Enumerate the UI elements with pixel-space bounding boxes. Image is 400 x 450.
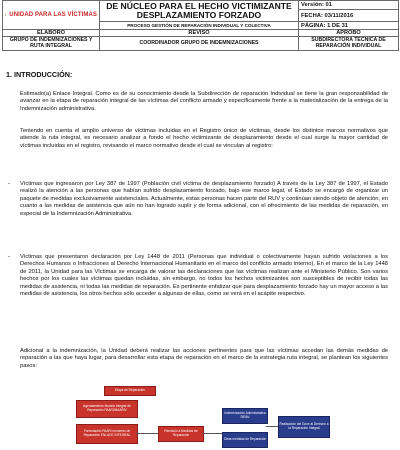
logo-cell — [3, 1, 100, 30]
reviso-label: REVISÓ — [100, 30, 299, 37]
diagram-arrow — [136, 433, 158, 434]
diagram-box-agendamiento: Agendamiento Modelo integral de Reparación PAARI/MAARIV — [76, 400, 138, 418]
diagram-box-goce: Realización del Goce al Derecho a la Reparación Integral — [278, 416, 330, 438]
repair-process-diagram — [66, 386, 334, 450]
diagram-box-etapa: Etapa de Reparación — [104, 386, 156, 396]
diagram-box-indemnizacion: Indemnización Administrativa SIRAV — [222, 408, 268, 424]
elaboro-value: GRUPO DE INDEMNIZACIONES Y RUTA INTEGRAL — [3, 37, 100, 51]
diagram-box-remision: Remisión a Medidas de Reparación — [158, 426, 204, 442]
date-cell: FECHA: 03/11/2016 — [299, 10, 399, 22]
paragraph-additional: Adicional a la indemnización, la Unidad deberá realizar las acciones pertinentes para que las víctimas accedan las demás medidas de reparación a las que haya lugar, para desarrollar esta etapa de reparación en el marco de la estrategia ruta integral, se plantean los siguientes pasos: — [20, 348, 388, 369]
elaboro-label: ELABORÓ — [3, 30, 100, 37]
aprobo-label: APROBÓ — [299, 30, 399, 37]
title-line-1: DE NÚCLEO PARA EL HECHO VICTIMIZANTE — [106, 1, 292, 11]
logo — [5, 4, 97, 26]
page-cell: PÁGINA: 1 DE 31 — [299, 22, 399, 30]
paragraph-context: Teniendo en cuenta el amplio universo de víctimas incluidas en el Registro único de víctimas, desde los distintos marcos normativos que atiende la ruta integral, es necesario analizar a fondo el hecho victimizante de desplazamiento desde el cual surge la mayor cantidad de víctimas incluidas en el registro, revisando el marco normativo desde el cual se vinculan al registro: — [20, 128, 388, 149]
document-header-table — [2, 0, 399, 51]
diagram-arrow — [266, 426, 278, 427]
diagram-box-formulacion: Formulación PAARI momento de Reparación ENLACE INTEGRAL — [76, 424, 138, 444]
aprobo-value: SUBDIRECTORA TÉCNICA DE REPARACIÓN INDIVIDUAL — [299, 37, 399, 51]
bullet-marker: - — [8, 254, 10, 260]
section-title: 1. INTRODUCCIÓN: — [6, 70, 73, 79]
paragraph-intro: Estimado(a) Enlace Integral. Como es de su conocimiento desde la Subdirección de reparación Individual se tiene la gran responsabilidad de avanzar en la etapa de reparación integral de las víctimas del conflicto armado y específicamente frente a la materialización de la entrega de la Indemnización administrativa. — [20, 91, 388, 112]
title-line-2: DESPLAZAMIENTO FORZADO — [136, 10, 262, 20]
diagram-arrow — [202, 433, 222, 434]
paragraph-ley-387: Víctimas que ingresaron por Ley 387 de 1997 (Población civil víctima de desplazamiento forzado) A través de la Ley 387 de 1997, el Estado realizó la atención a las personas que habían sufrido desplazamiento forzado, bajo ese marco legal, el Estado se encargó de organizar un paquete de medidas exclusivamente asistenciales. Actualmente, estas personas hacen parte del RUV y continúan siendo objeto de atención, en cuanto a las medidas de asistencia que aún no han logrado suplir y de forma adicional, con el ofrecimiento de las medidas de reparación, en especial de la Indemnización Administrativa. — [20, 181, 388, 217]
version-cell: Versión: 01 — [299, 1, 399, 10]
process-cell: PROCESO GESTIÓN DE REPARACIÓN INDIVIDUAL Y COLECTIVA — [100, 22, 299, 30]
diagram-box-otras-medidas: Otras medidas de Reparación — [222, 432, 268, 448]
reviso-value: COORDINADOR GRUPO DE INDEMNIZACIONES — [100, 37, 299, 51]
shield-icon — [5, 7, 6, 23]
paragraph-ley-1448: Víctimas que presentaron declaración por Ley 1448 de 2011 (Personas que individual o colectivamente hayan sufrido violaciones a los Derechos Humanos o Infracciones al Derecho Internacional Humanitario en el marco del conflicto armado interno), En el marco de la Ley 1448 de 2011, la Unidad para las Víctimas se encarga de valorar las declaraciones que las víctimas realizan ante el Ministerio Público. Son varios hechos por los cuales las víctimas quedan incluidas, sin embargo, no todos los hechos victimizantes son susceptibles de recibir todas las medidas de asistencia, ni todas las medidas de reparación. Es pertinente enfatizar que para desplazamiento forzado hay un mayor acceso a las medidas de asistencia, los otros hechos sólo acceder a algunas de ellas, como se verá en el acápite respectivo. — [20, 254, 388, 298]
bullet-marker: - — [8, 181, 10, 187]
logo-text: UNIDAD PARA LAS VÍCTIMAS — [9, 12, 97, 18]
document-title — [100, 1, 299, 22]
